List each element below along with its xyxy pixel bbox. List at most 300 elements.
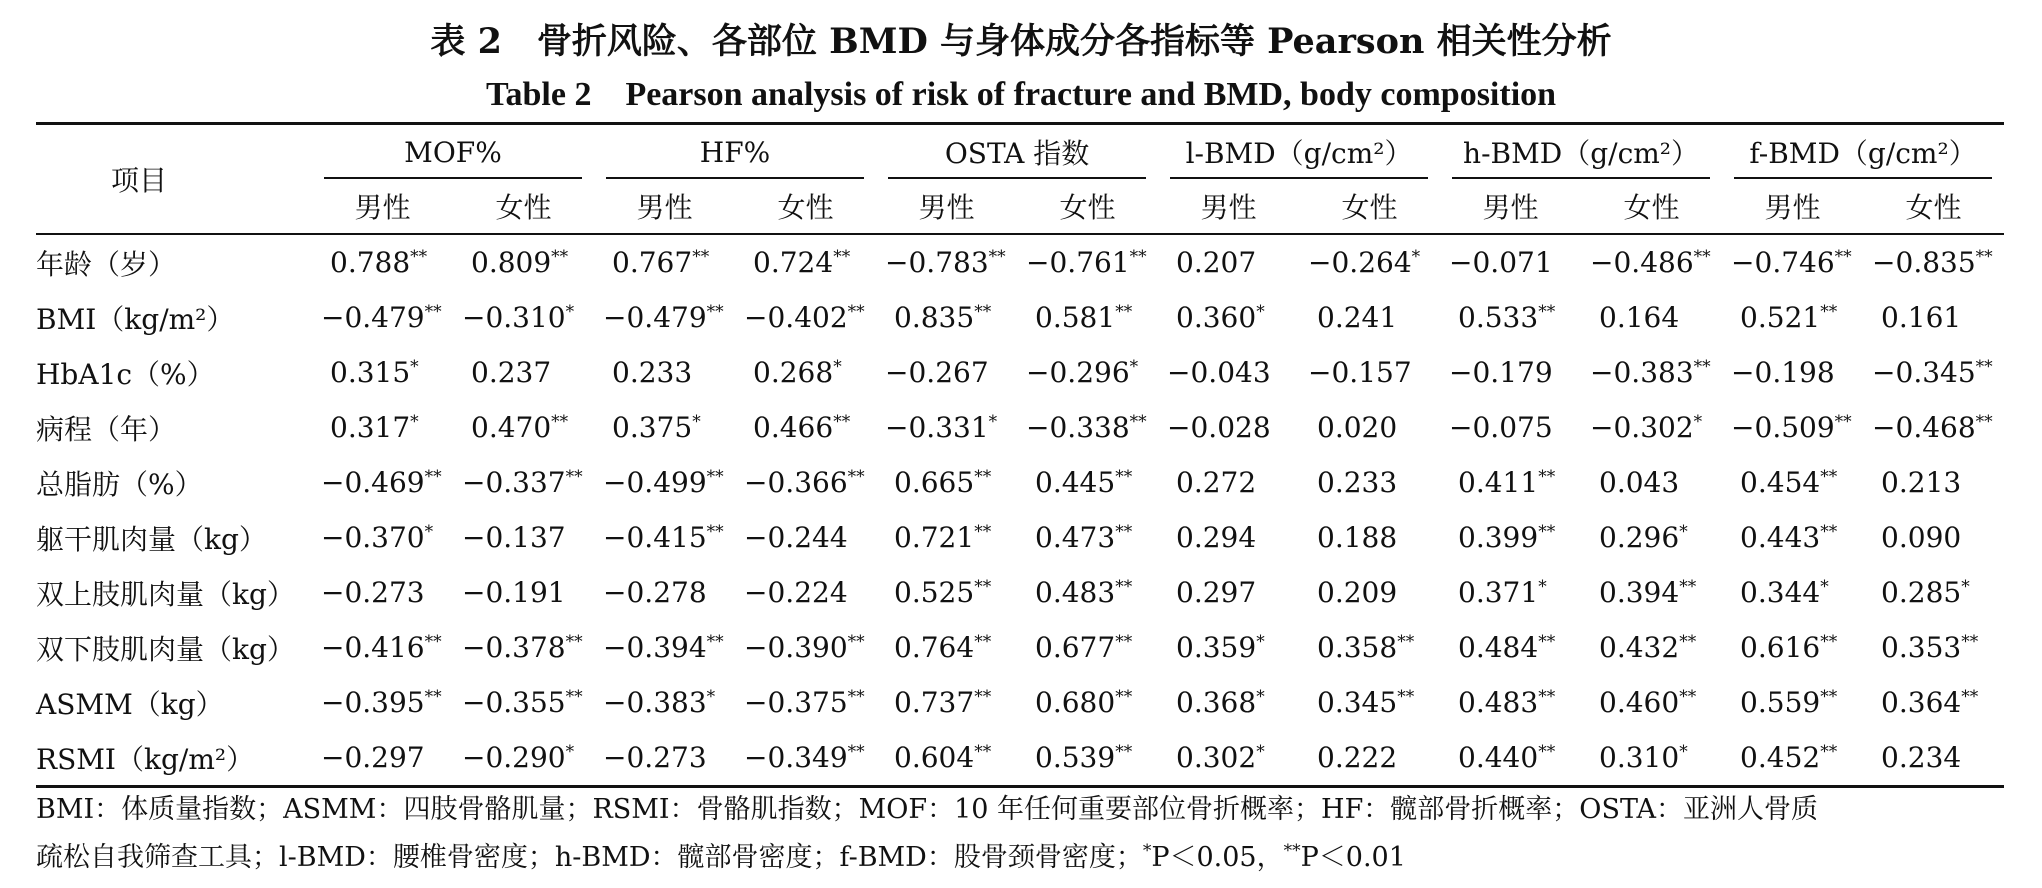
correlation-cell [1158, 290, 1299, 345]
correlation-cell [312, 565, 453, 620]
significance-mark: * [1820, 577, 1829, 597]
coefficient-value: 0.353 [1881, 631, 1962, 664]
coefficient-value: 0.809 [471, 246, 552, 279]
correlation-cell [1299, 234, 1440, 290]
coefficient-value: −0.338 [1026, 411, 1130, 444]
cell-content [321, 521, 444, 554]
cell-content [312, 356, 453, 389]
correlation-cell [1017, 510, 1158, 565]
coefficient-value: −0.290 [462, 741, 566, 774]
correlation-cell [1863, 510, 2004, 565]
coefficient-value: 0.460 [1599, 686, 1680, 719]
cell-content [1581, 741, 1722, 774]
correlation-cell [1017, 620, 1158, 675]
significance-mark: ** [1115, 577, 1133, 597]
significance-mark: ** [1115, 632, 1133, 652]
correlation-cell [1299, 565, 1440, 620]
coefficient-value: 0.364 [1881, 686, 1962, 719]
cell-content [312, 411, 453, 444]
cell-content [1299, 576, 1440, 609]
significance-mark: * [424, 522, 434, 542]
correlation-cell [876, 234, 1017, 290]
cell-content [1308, 356, 1431, 389]
significance-mark: ** [706, 302, 724, 322]
significance-mark-double: ** [1283, 841, 1301, 861]
coefficient-value: −0.355 [462, 686, 566, 719]
correlation-cell [1581, 290, 1722, 345]
cell-content [1299, 686, 1440, 719]
coefficient-value: 0.090 [1881, 521, 1962, 554]
cell-content [1449, 356, 1572, 389]
table-row [36, 675, 2004, 730]
significance-mark: ** [1679, 687, 1697, 707]
cell-content [1731, 246, 1854, 279]
cell-content [1872, 411, 1995, 444]
significance-mark: ** [692, 247, 710, 267]
coefficient-value: 0.484 [1458, 631, 1539, 664]
correlation-cell [1017, 565, 1158, 620]
table-footnotes [36, 786, 2011, 882]
coefficient-value: 0.533 [1458, 301, 1539, 334]
table-row [36, 620, 2004, 675]
coefficient-value: 0.767 [612, 246, 693, 279]
significance-mark: ** [833, 247, 851, 267]
coefficient-value: 0.233 [1317, 466, 1398, 499]
correlation-cell [1299, 345, 1440, 400]
correlation-cell [876, 290, 1017, 345]
significance-mark: ** [1679, 577, 1697, 597]
coefficient-value: 0.368 [1176, 686, 1257, 719]
coefficient-value: 0.285 [1881, 576, 1962, 609]
correlation-cell [1722, 565, 1863, 620]
coefficient-value: −0.394 [603, 631, 707, 664]
correlation-cell [1722, 620, 1863, 675]
cell-content [876, 686, 1017, 719]
cell-content [1017, 686, 1158, 719]
cell-content [1731, 356, 1854, 389]
significance-mark: * [1411, 247, 1421, 267]
cell-content [1158, 686, 1299, 719]
coefficient-value: 0.443 [1740, 521, 1821, 554]
correlation-cell [1158, 730, 1299, 787]
significance-mark: * [833, 357, 842, 377]
coefficient-value: 0.724 [753, 246, 834, 279]
cell-content [1581, 466, 1722, 499]
correlation-cell [1722, 290, 1863, 345]
correlation-cell [594, 345, 735, 400]
cell-content [1158, 576, 1299, 609]
correlation-cell [1581, 565, 1722, 620]
correlation-cell [594, 620, 735, 675]
correlation-table-container [36, 122, 2004, 788]
cell-content [1158, 631, 1299, 664]
cell-content [1017, 741, 1158, 774]
significance-mark: ** [974, 467, 992, 487]
correlation-cell [1722, 675, 1863, 730]
significance-mark: * [1256, 302, 1265, 322]
cell-content [1590, 411, 1713, 444]
significance-mark: ** [410, 247, 428, 267]
correlation-cell [1581, 675, 1722, 730]
table-title-chinese: 表 2 骨折风险、各部位 BMD 与身体成分各指标等 Pearson 相关性分析 [430, 21, 1612, 62]
correlation-cell [1017, 400, 1158, 455]
correlation-cell [312, 510, 453, 565]
cell-content [1017, 631, 1158, 664]
significance-mark: ** [833, 412, 851, 432]
sex-subheader: 女性 [495, 191, 552, 224]
coefficient-value: −0.835 [1872, 246, 1976, 279]
cell-content [885, 246, 1008, 279]
cell-content [462, 466, 585, 499]
correlation-cell [453, 455, 594, 510]
cell-content [1449, 246, 1572, 279]
correlation-cell [1440, 234, 1581, 290]
significance-mark: ** [1820, 302, 1838, 322]
correlation-cell [594, 565, 735, 620]
correlation-cell [1299, 675, 1440, 730]
coefficient-value: −0.278 [603, 576, 707, 609]
cell-content [876, 301, 1017, 334]
cell-content [1581, 521, 1722, 554]
table-row [36, 290, 2004, 345]
correlation-cell [1158, 345, 1299, 400]
cell-content [321, 466, 444, 499]
coefficient-value: −0.075 [1449, 411, 1553, 444]
cell-content [594, 411, 735, 444]
correlation-cell [594, 730, 735, 787]
row-label: ASMM（kg） [36, 687, 224, 721]
significance-mark: ** [1538, 302, 1556, 322]
row-label: 双下肢肌肉量（kg） [36, 632, 295, 666]
correlation-cell [594, 400, 735, 455]
coefficient-value: −0.402 [744, 301, 848, 334]
cell-content [735, 246, 876, 279]
cell-content [1440, 741, 1581, 774]
cell-content [462, 741, 585, 774]
cell-content [462, 576, 585, 609]
coefficient-value: −0.746 [1731, 246, 1835, 279]
cell-content [1299, 301, 1440, 334]
significance-mark: * [410, 357, 419, 377]
cell-content [1590, 246, 1713, 279]
correlation-cell [876, 345, 1017, 400]
cell-content [876, 521, 1017, 554]
correlation-cell [1158, 675, 1299, 730]
coefficient-value: 0.559 [1740, 686, 1821, 719]
correlation-cell [312, 234, 453, 290]
correlation-cell [1581, 620, 1722, 675]
coefficient-value: −0.267 [885, 356, 989, 389]
row-label: RSMI（kg/m²） [36, 742, 255, 776]
coefficient-value: 0.470 [471, 411, 552, 444]
coefficient-value: −0.375 [744, 686, 848, 719]
correlation-cell [876, 400, 1017, 455]
significance-mark: ** [565, 687, 583, 707]
correlation-cell [735, 234, 876, 290]
coefficient-value: −0.390 [744, 631, 848, 664]
correlation-cell [1581, 234, 1722, 290]
correlation-cell [453, 290, 594, 345]
significance-mark: ** [1820, 632, 1838, 652]
significance-mark: * [1693, 412, 1703, 432]
correlation-cell [453, 565, 594, 620]
cell-content [1440, 686, 1581, 719]
cell-content [1299, 741, 1440, 774]
cell-content [1581, 301, 1722, 334]
coefficient-value: −0.378 [462, 631, 566, 664]
row-label: 总脂肪（%） [36, 467, 203, 501]
row-label: HbA1c（%） [36, 357, 215, 391]
coefficient-value: −0.224 [744, 576, 848, 609]
sex-subheader: 男性 [918, 191, 975, 224]
cell-content [1017, 521, 1158, 554]
correlation-cell [735, 620, 876, 675]
table-row [36, 565, 2004, 620]
coefficient-value: 0.452 [1740, 741, 1821, 774]
significance-mark-single: * [1142, 841, 1152, 861]
column-group-header [1440, 124, 1722, 180]
cell-content [312, 246, 453, 279]
correlation-cell [594, 510, 735, 565]
correlation-cell [1017, 455, 1158, 510]
correlation-cell [1440, 730, 1581, 787]
significance-mark: ** [1693, 247, 1711, 267]
table-title-english: Table 2 Pearson analysis of risk of fracture and BMD, body composition [485, 76, 1557, 113]
coefficient-value: −0.468 [1872, 411, 1976, 444]
cell-content [1440, 521, 1581, 554]
correlation-cell [1299, 730, 1440, 787]
correlation-cell [876, 455, 1017, 510]
significance-mark: ** [1820, 522, 1838, 542]
coefficient-value: −0.415 [603, 521, 707, 554]
significance-mark: * [706, 687, 716, 707]
footnote-line-2-text: 疏松自我筛查工具；l-BMD：腰椎骨密度；h-BMD：髋部骨密度；f-BMD：股骨颈骨密度； [36, 842, 1143, 873]
coefficient-value: −0.191 [462, 576, 566, 609]
coefficient-value: 0.345 [1317, 686, 1398, 719]
column-group-label: MOF% [404, 135, 502, 169]
cell-content [321, 686, 444, 719]
correlation-cell [1722, 730, 1863, 787]
cell-content [453, 246, 594, 279]
correlation-cell [735, 290, 876, 345]
correlation-cell [312, 455, 453, 510]
correlation-cell [312, 730, 453, 787]
row-label: 躯干肌肉量（kg） [36, 522, 267, 556]
correlation-cell [1158, 620, 1299, 675]
correlation-cell [1581, 400, 1722, 455]
cell-content [462, 631, 585, 664]
cell-content [603, 466, 726, 499]
significance-mark: ** [565, 632, 583, 652]
coefficient-value: 0.222 [1317, 741, 1398, 774]
significance-mark: * [1256, 687, 1265, 707]
coefficient-value: 0.721 [894, 521, 975, 554]
correlation-cell [1158, 510, 1299, 565]
coefficient-value: 0.737 [894, 686, 975, 719]
coefficient-value: −0.479 [321, 301, 425, 334]
coefficient-value: −0.264 [1308, 246, 1412, 279]
correlation-cell [1440, 345, 1581, 400]
cell-content [1449, 411, 1572, 444]
correlation-cell [1017, 290, 1158, 345]
cell-content [1722, 686, 1863, 719]
sex-subheader: 男性 [1764, 191, 1821, 224]
cell-content [744, 521, 867, 554]
coefficient-value: 0.788 [330, 246, 411, 279]
cell-content [1722, 466, 1863, 499]
group-underline [1170, 177, 1428, 179]
coefficient-value: −0.198 [1731, 356, 1835, 389]
coefficient-value: 0.164 [1599, 301, 1680, 334]
coefficient-value: −0.043 [1167, 356, 1271, 389]
sex-subheader: 男性 [354, 191, 411, 224]
coefficient-value: −0.331 [885, 411, 989, 444]
correlation-cell [1863, 565, 2004, 620]
coefficient-value: 0.358 [1317, 631, 1398, 664]
significance-mark: ** [1679, 632, 1697, 652]
coefficient-value: 0.680 [1035, 686, 1116, 719]
cell-content [594, 246, 735, 279]
significance-mark: ** [706, 467, 724, 487]
coefficient-value: 0.209 [1317, 576, 1398, 609]
table-row [36, 345, 2004, 400]
significance-mark: * [1256, 632, 1265, 652]
cell-content [1863, 301, 2004, 334]
correlation-cell [876, 510, 1017, 565]
cell-content [1299, 631, 1440, 664]
significance-mark: ** [1538, 467, 1556, 487]
coefficient-value: −0.157 [1308, 356, 1412, 389]
correlation-cell [1863, 730, 2004, 787]
correlation-cell [1158, 455, 1299, 510]
correlation-cell [594, 455, 735, 510]
correlation-cell [1299, 620, 1440, 675]
cell-content [876, 466, 1017, 499]
correlation-cell [453, 675, 594, 730]
correlation-cell [453, 400, 594, 455]
significance-mark: ** [551, 412, 569, 432]
significance-mark: ** [847, 467, 865, 487]
coefficient-value: −0.310 [462, 301, 566, 334]
cell-content [1863, 576, 2004, 609]
coefficient-value: −0.469 [321, 466, 425, 499]
significance-mark: * [692, 412, 701, 432]
correlation-cell [1440, 455, 1581, 510]
correlation-cell [453, 730, 594, 787]
coefficient-value: 0.432 [1599, 631, 1680, 664]
column-group-label: h-BMD（g/cm²） [1463, 137, 1700, 170]
significance-mark: ** [1115, 522, 1133, 542]
cell-content [1167, 411, 1290, 444]
row-label: 病程（年） [36, 412, 177, 446]
cell-content [1722, 576, 1863, 609]
column-group-header [1158, 124, 1440, 180]
correlation-cell [1863, 234, 2004, 290]
cell-content [744, 301, 867, 334]
coefficient-value: 0.302 [1176, 741, 1257, 774]
column-group-label: f-BMD（g/cm²） [1749, 137, 1977, 170]
correlation-cell [312, 345, 453, 400]
significance-mark: * [410, 412, 419, 432]
coefficient-value: −0.273 [603, 741, 707, 774]
column-group-header [876, 124, 1158, 180]
coefficient-value: −0.302 [1590, 411, 1694, 444]
cell-content [321, 741, 444, 774]
significance-mark: ** [424, 687, 442, 707]
cell-content [1158, 741, 1299, 774]
significance-mark: ** [847, 302, 865, 322]
significance-mark: ** [1538, 522, 1556, 542]
group-header-row [36, 124, 2004, 180]
significance-mark: ** [551, 247, 569, 267]
sex-subheader: 男性 [1482, 191, 1539, 224]
cell-content [1440, 301, 1581, 334]
significance-mark: ** [1115, 742, 1133, 762]
sex-subheader: 女性 [777, 191, 834, 224]
significance-mark: ** [974, 302, 992, 322]
cell-content [321, 301, 444, 334]
significance-mark: ** [1834, 247, 1852, 267]
row-label: 年龄（岁） [36, 247, 177, 281]
significance-mark: * [565, 302, 575, 322]
coefficient-value: 0.161 [1881, 301, 1962, 334]
cell-content [876, 576, 1017, 609]
cell-content [744, 686, 867, 719]
cell-content [1872, 356, 1995, 389]
correlation-cell [1299, 510, 1440, 565]
coefficient-value: 0.237 [471, 356, 552, 389]
significance-mark: ** [1115, 467, 1133, 487]
cell-content [735, 411, 876, 444]
cell-content [735, 356, 876, 389]
correlation-cell [1581, 455, 1722, 510]
sex-header-row [36, 179, 2004, 234]
correlation-cell [594, 290, 735, 345]
coefficient-value: 0.360 [1176, 301, 1257, 334]
cell-content [1299, 466, 1440, 499]
cell-content [1440, 576, 1581, 609]
cell-content [1308, 246, 1431, 279]
table-row [36, 730, 2004, 787]
correlation-cell [1722, 234, 1863, 290]
coefficient-value: 0.241 [1317, 301, 1398, 334]
cell-content [603, 521, 726, 554]
coefficient-value: −0.486 [1590, 246, 1694, 279]
cell-content [1017, 466, 1158, 499]
table-row [36, 400, 2004, 455]
sex-subheader: 女性 [1059, 191, 1116, 224]
significance-mark: ** [1975, 247, 1993, 267]
coefficient-value: −0.366 [744, 466, 848, 499]
coefficient-value: 0.525 [894, 576, 975, 609]
correlation-cell [1722, 510, 1863, 565]
cell-content [876, 631, 1017, 664]
cell-content [1722, 521, 1863, 554]
correlation-cell [1722, 455, 1863, 510]
coefficient-value: −0.499 [603, 466, 707, 499]
cell-content [1158, 521, 1299, 554]
correlation-cell [1017, 675, 1158, 730]
coefficient-value: 0.665 [894, 466, 975, 499]
correlation-cell [1017, 345, 1158, 400]
cell-content [462, 301, 585, 334]
coefficient-value: −0.383 [1590, 356, 1694, 389]
correlation-cell [453, 234, 594, 290]
cell-content [1722, 631, 1863, 664]
correlation-table [36, 122, 2004, 788]
cell-content [1863, 631, 2004, 664]
sex-subheader: 女性 [1623, 191, 1680, 224]
